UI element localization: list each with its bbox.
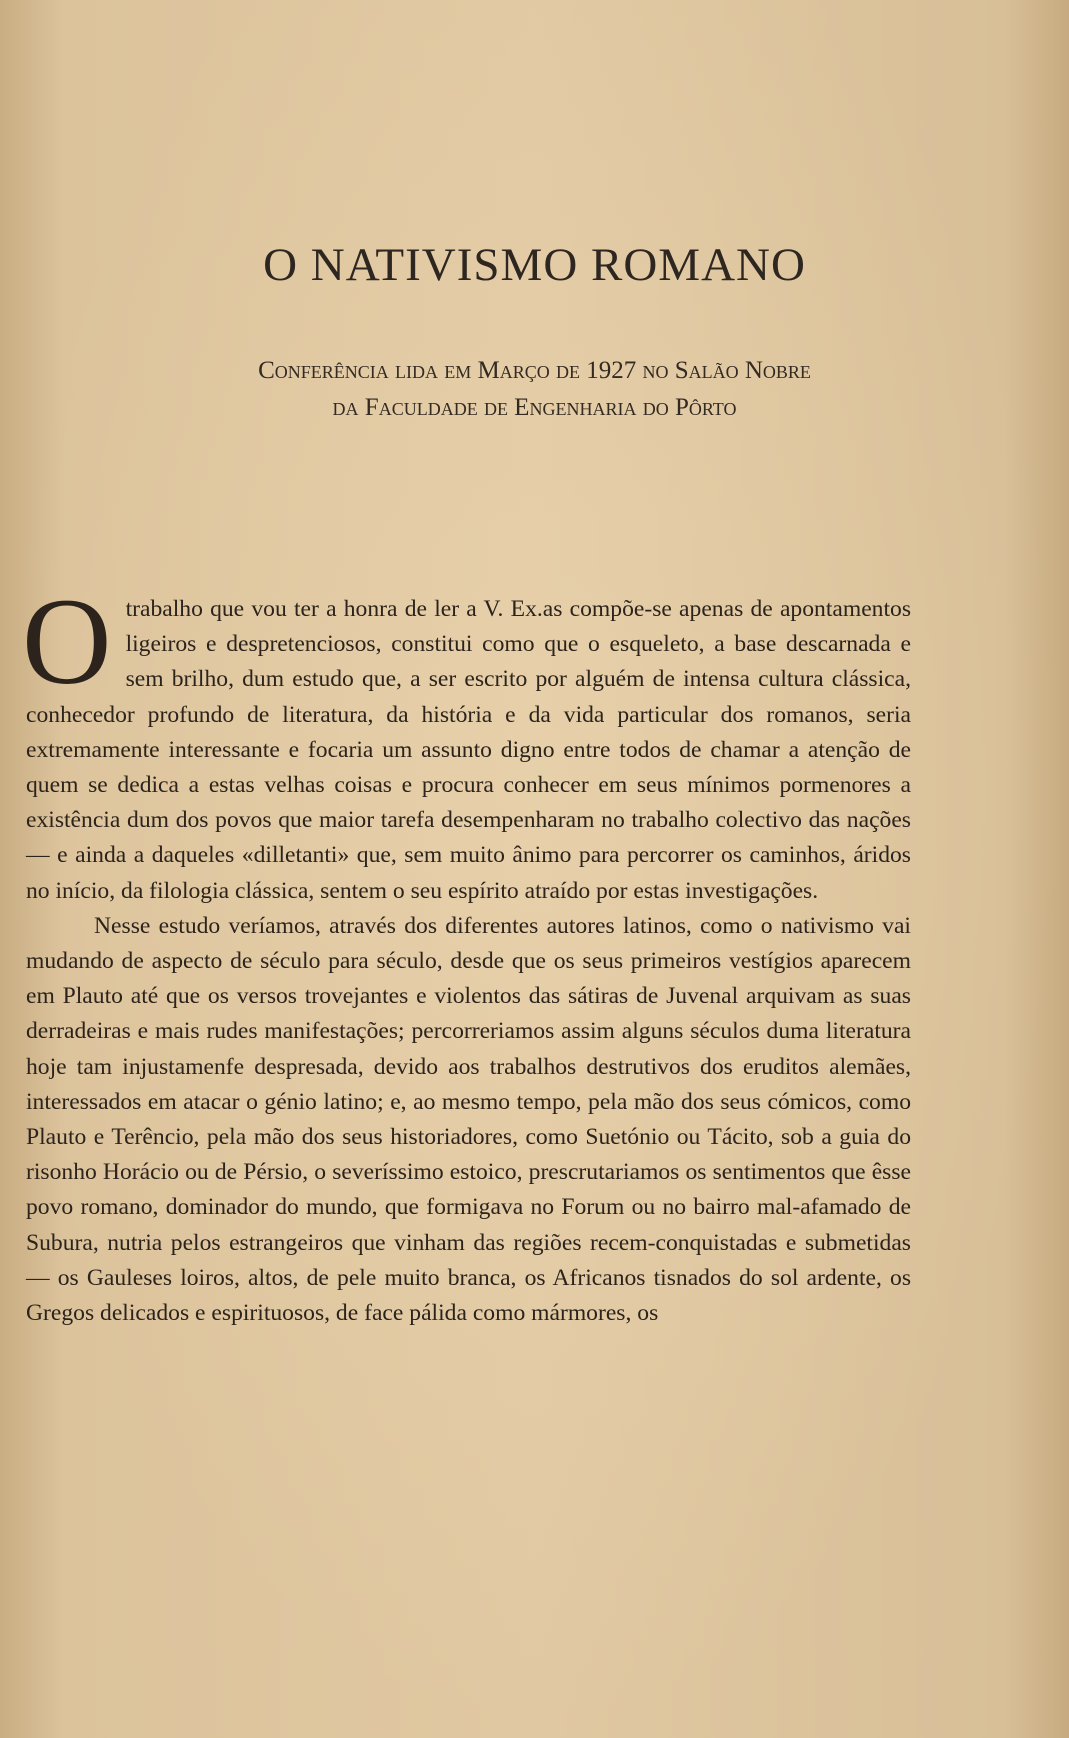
page-title: O NATIVISMO ROMANO (263, 239, 806, 291)
body-text (22, 573, 911, 1331)
paragraph-2: Nesse estudo veríamos, através dos diferentes autores latinos, como o nativismo vai mudando de aspecto de século para século, desde que os seus primeiros vestígios aparecem em Plauto até que os versos trovejantes e violentos das sátiras de Juvenal arquivam as suas derradeiras e mais rudes manifestações; percorreriamos assim alguns séculos duma literatura hoje tam injustamenfe despresada, devido aos trabalhos destrutivos dos eruditos alemães, interessados em atacar o génio latino; e, ao mesmo tempo, pela mão dos seus cómicos, como Plauto e Terêncio, pela mão dos seus historiadores, como Suetónio ou Tácito, sob a guia do risonho Horácio ou de Pérsio, o severíssimo estoico, prescrutariamos os sentimentos que êsse povo romano, dominador do mundo, que formigava no Forum ou no bairro mal-afamado de Subura, nutria pelos estrangeiros que vinham das regiões recem-conquistadas e submetidas — os Gauleses loiros, altos, de pele muito branca, os Africanos tisnados do sol ardente, os Gregos delicados e espirituosos, de face pálida como mármores, os (26, 912, 911, 1327)
paragraph-1-text: trabalho que vou ter a honra de ler a V. Ex.as compõe-se apenas de apontamentos ligeiros e despretenciosos, constitui como que o esqueleto, a base descarnada e sem brilho, dum estudo que, a ser escrito por alguém de intensa cultura clássica, conhecedor profundo de literatura, da história e da vida particular dos romanos, seria extremamente interessante e focaria um assunto digno entre todos de chamar a atenção de quem se dedica a estas velhas coisas e procura conhecer em seus mínimos pormenores a existência dum dos povos que maior tarefa desempenharam no trabalho colectivo das nações — e ainda a daqueles «dilletanti» que, sem muito ânimo para percorrer os caminhos, áridos no início, da filologia clássica, sentem o seu espírito atraído por estas investigações. (26, 596, 911, 904)
paragraph-1 (22, 573, 911, 909)
drop-cap: O (22, 573, 112, 710)
subtitle-line-1: Conferência lida em Março de 1927 no Salão Nobre (258, 357, 811, 384)
subtitle-line-2: da Faculdade de Engenharia do Pôrto (332, 394, 737, 421)
